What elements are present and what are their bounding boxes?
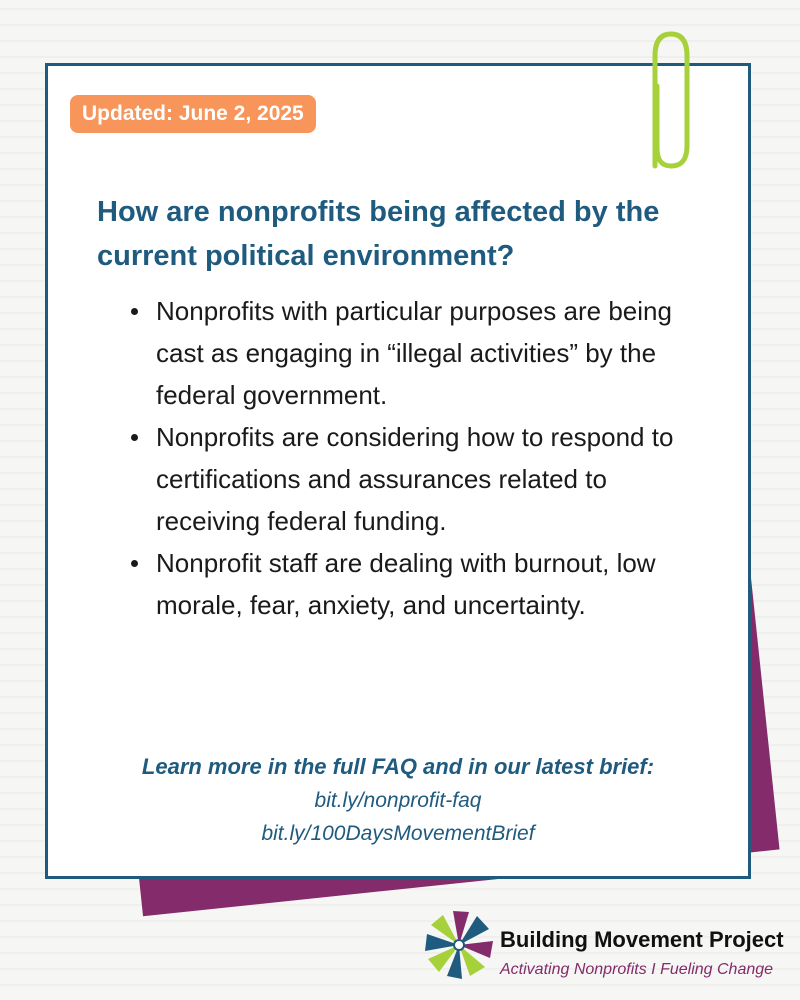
faq-link[interactable]: bit.ly/nonprofit-faq xyxy=(314,789,482,812)
brief-link[interactable]: bit.ly/100DaysMovementBrief xyxy=(261,822,535,845)
page-title: How are nonprofits being affected by the current political environment? xyxy=(97,196,660,272)
cta-block xyxy=(45,750,751,850)
paperclip-icon xyxy=(625,26,695,176)
updated-badge: Updated: June 2, 2025 xyxy=(70,95,316,133)
cta-title: Learn more in the full FAQ and in our latest brief: xyxy=(141,754,655,779)
list-item: Nonprofit staff are dealing with burnout, low morale, fear, anxiety, and uncertainty. xyxy=(126,542,686,626)
org-name: Building Movement Project xyxy=(500,927,784,952)
org-tagline: Activating Nonprofits I Fueling Change xyxy=(500,961,774,978)
list-item: Nonprofits with particular purposes are being cast as engaging in “illegal activities” by the federal government. xyxy=(126,290,686,416)
pinwheel-logo-icon xyxy=(422,908,496,982)
bullet-list xyxy=(126,290,686,626)
list-item: Nonprofits are considering how to respond to certifications and assurances related to receiving federal funding. xyxy=(126,416,686,542)
